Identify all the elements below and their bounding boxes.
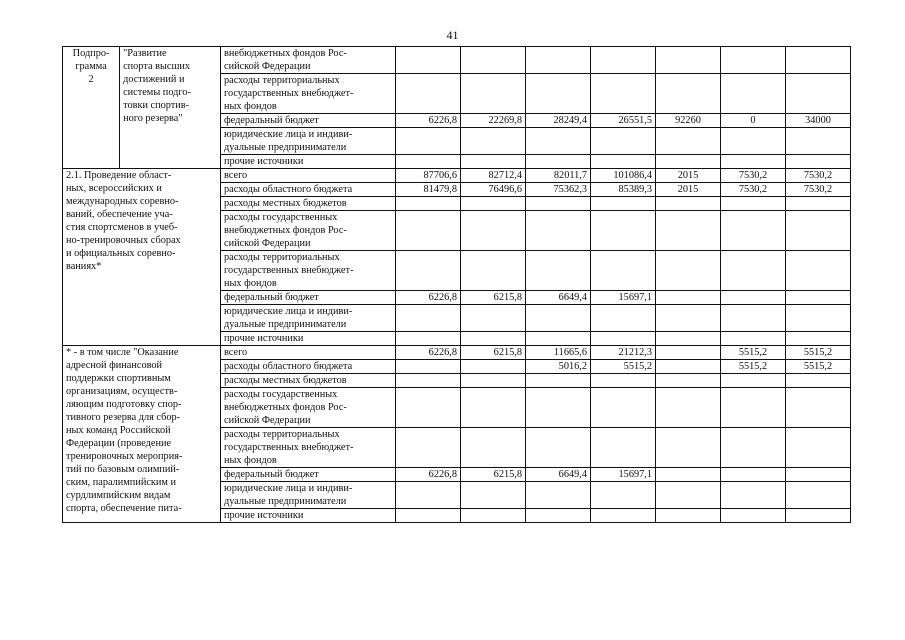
- value-cell: [591, 251, 656, 291]
- value-cell: [656, 482, 721, 509]
- table-row: [63, 169, 851, 183]
- value-cell: [656, 155, 721, 169]
- value-cell: [786, 128, 851, 155]
- value-cell: 7530,2: [721, 169, 786, 183]
- value-cell: [526, 305, 591, 332]
- value-cell: [786, 74, 851, 114]
- funding-source: прочие источники: [221, 155, 396, 169]
- value-cell: [591, 332, 656, 346]
- value-cell: 15697,1: [591, 291, 656, 305]
- value-cell: [461, 197, 526, 211]
- value-cell: [591, 305, 656, 332]
- value-cell: 6215,8: [461, 291, 526, 305]
- subprogram-title: "Развитие спорта высших достижений и системы подго- товки спортив- ного резерва": [120, 47, 221, 169]
- value-cell: [461, 155, 526, 169]
- value-cell: [461, 305, 526, 332]
- value-cell: [591, 374, 656, 388]
- table-row: [63, 47, 851, 74]
- value-cell: [721, 211, 786, 251]
- funding-source: прочие источники: [221, 509, 396, 523]
- funding-source: расходы государственных внебюджетных фондов Рос- сийской Федерации: [221, 211, 396, 251]
- value-cell: [721, 197, 786, 211]
- value-cell: [461, 428, 526, 468]
- measure-title: * - в том числе "Оказание адресной финансовой поддержки спортивным организациям, осуществ- ляющим подготовку спор- тивного резерва для сбор- ных команд Российской Федерации (проведение тренировочных мероприя- тий по базовым олимпий- ским, паралимпийским и сурдлимпийским видам спорта, обеспечение пита-: [63, 346, 221, 523]
- value-cell: [721, 291, 786, 305]
- value-cell: [591, 155, 656, 169]
- value-cell: 7530,2: [786, 169, 851, 183]
- funding-source: прочие источники: [221, 332, 396, 346]
- page-number: 41: [446, 28, 459, 42]
- value-cell: [396, 428, 461, 468]
- value-cell: 5515,2: [721, 346, 786, 360]
- subprogram-label: Подпро- грамма 2: [63, 47, 120, 169]
- value-cell: [396, 47, 461, 74]
- value-cell: [721, 482, 786, 509]
- value-cell: [396, 197, 461, 211]
- value-cell: 6226,8: [396, 114, 461, 128]
- value-cell: [526, 211, 591, 251]
- funding-source: всего: [221, 169, 396, 183]
- value-cell: [721, 509, 786, 523]
- value-cell: 6226,8: [396, 291, 461, 305]
- value-cell: 6226,8: [396, 346, 461, 360]
- value-cell: 0: [721, 114, 786, 128]
- value-cell: [656, 128, 721, 155]
- value-cell: [786, 388, 851, 428]
- value-cell: [591, 482, 656, 509]
- value-cell: 7530,2: [786, 183, 851, 197]
- value-cell: [591, 211, 656, 251]
- funding-source: расходы территориальных государственных внебюджет- ных фондов: [221, 251, 396, 291]
- value-cell: [656, 332, 721, 346]
- value-cell: 21212,3: [591, 346, 656, 360]
- value-cell: [786, 211, 851, 251]
- budget-table: [62, 46, 851, 523]
- table-row: [63, 346, 851, 360]
- value-cell: 5515,2: [591, 360, 656, 374]
- value-cell: 75362,3: [526, 183, 591, 197]
- value-cell: [721, 468, 786, 482]
- value-cell: [656, 346, 721, 360]
- value-cell: [396, 74, 461, 114]
- value-cell: [786, 197, 851, 211]
- value-cell: [786, 155, 851, 169]
- value-cell: [786, 47, 851, 74]
- value-cell: [526, 155, 591, 169]
- value-cell: 6649,4: [526, 291, 591, 305]
- value-cell: [461, 482, 526, 509]
- value-cell: [656, 360, 721, 374]
- value-cell: 6649,4: [526, 468, 591, 482]
- value-cell: [721, 155, 786, 169]
- value-cell: 6215,8: [461, 468, 526, 482]
- value-cell: [786, 291, 851, 305]
- value-cell: [396, 332, 461, 346]
- measure-title: 2.1. Проведение област- ных, всероссийских и международных соревно- ваний, обеспечение уча- стия спортсменов в учеб- но-тренировочных сборах и официальных соревно- ваниях*: [63, 169, 221, 346]
- value-cell: [656, 47, 721, 74]
- value-cell: [526, 47, 591, 74]
- funding-source: юридические лица и индиви- дуальные предприниматели: [221, 482, 396, 509]
- value-cell: [461, 332, 526, 346]
- value-cell: [786, 374, 851, 388]
- value-cell: [591, 74, 656, 114]
- value-cell: [721, 128, 786, 155]
- value-cell: [526, 388, 591, 428]
- value-cell: 76496,6: [461, 183, 526, 197]
- value-cell: [461, 211, 526, 251]
- value-cell: [786, 332, 851, 346]
- funding-source: юридические лица и индиви- дуальные предприниматели: [221, 128, 396, 155]
- value-cell: 87706,6: [396, 169, 461, 183]
- value-cell: [656, 374, 721, 388]
- value-cell: [396, 128, 461, 155]
- funding-source: расходы территориальных государственных внебюджет- ных фондов: [221, 428, 396, 468]
- value-cell: [721, 74, 786, 114]
- value-cell: [396, 509, 461, 523]
- value-cell: [656, 468, 721, 482]
- funding-source: федеральный бюджет: [221, 114, 396, 128]
- value-cell: [526, 251, 591, 291]
- value-cell: 5515,2: [786, 360, 851, 374]
- value-cell: [526, 482, 591, 509]
- value-cell: [396, 388, 461, 428]
- value-cell: [656, 428, 721, 468]
- value-cell: 81479,8: [396, 183, 461, 197]
- value-cell: [721, 305, 786, 332]
- value-cell: [396, 360, 461, 374]
- funding-source: федеральный бюджет: [221, 291, 396, 305]
- value-cell: [461, 388, 526, 428]
- funding-source: расходы областного бюджета: [221, 183, 396, 197]
- value-cell: 5016,2: [526, 360, 591, 374]
- funding-source: внебюджетных фондов Рос- сийской Федерации: [221, 47, 396, 74]
- value-cell: [461, 374, 526, 388]
- value-cell: 85389,3: [591, 183, 656, 197]
- value-cell: 7530,2: [721, 183, 786, 197]
- value-cell: [786, 482, 851, 509]
- value-cell: 2015: [656, 183, 721, 197]
- value-cell: 92260: [656, 114, 721, 128]
- value-cell: [461, 47, 526, 74]
- value-cell: [656, 509, 721, 523]
- value-cell: [526, 197, 591, 211]
- value-cell: [656, 291, 721, 305]
- value-cell: [721, 332, 786, 346]
- value-cell: [721, 47, 786, 74]
- value-cell: [591, 47, 656, 74]
- value-cell: [461, 74, 526, 114]
- value-cell: [786, 428, 851, 468]
- value-cell: [461, 128, 526, 155]
- value-cell: 6226,8: [396, 468, 461, 482]
- value-cell: [656, 211, 721, 251]
- value-cell: [526, 428, 591, 468]
- value-cell: [461, 509, 526, 523]
- value-cell: 82011,7: [526, 169, 591, 183]
- funding-source: расходы территориальных государственных внебюджет- ных фондов: [221, 74, 396, 114]
- value-cell: 5515,2: [721, 360, 786, 374]
- value-cell: [721, 428, 786, 468]
- value-cell: [526, 74, 591, 114]
- funding-source: расходы местных бюджетов: [221, 197, 396, 211]
- value-cell: 5515,2: [786, 346, 851, 360]
- value-cell: [396, 211, 461, 251]
- value-cell: [396, 482, 461, 509]
- value-cell: [591, 388, 656, 428]
- value-cell: 2015: [656, 169, 721, 183]
- value-cell: 6215,8: [461, 346, 526, 360]
- value-cell: [526, 128, 591, 155]
- value-cell: [396, 305, 461, 332]
- funding-source: юридические лица и индиви- дуальные предприниматели: [221, 305, 396, 332]
- value-cell: [461, 251, 526, 291]
- value-cell: [526, 332, 591, 346]
- value-cell: [591, 128, 656, 155]
- value-cell: 15697,1: [591, 468, 656, 482]
- funding-source: федеральный бюджет: [221, 468, 396, 482]
- value-cell: [786, 305, 851, 332]
- funding-source: расходы областного бюджета: [221, 360, 396, 374]
- value-cell: [721, 388, 786, 428]
- value-cell: [721, 374, 786, 388]
- value-cell: [526, 374, 591, 388]
- funding-source: расходы местных бюджетов: [221, 374, 396, 388]
- value-cell: 101086,4: [591, 169, 656, 183]
- value-cell: [396, 251, 461, 291]
- value-cell: [786, 251, 851, 291]
- value-cell: 28249,4: [526, 114, 591, 128]
- value-cell: [591, 509, 656, 523]
- value-cell: [591, 428, 656, 468]
- value-cell: [461, 360, 526, 374]
- value-cell: 11665,6: [526, 346, 591, 360]
- funding-source: всего: [221, 346, 396, 360]
- value-cell: [396, 374, 461, 388]
- value-cell: [591, 197, 656, 211]
- value-cell: [656, 74, 721, 114]
- value-cell: 82712,4: [461, 169, 526, 183]
- value-cell: [656, 388, 721, 428]
- value-cell: [526, 509, 591, 523]
- value-cell: [786, 509, 851, 523]
- value-cell: [721, 251, 786, 291]
- value-cell: [656, 305, 721, 332]
- value-cell: 26551,5: [591, 114, 656, 128]
- value-cell: 34000: [786, 114, 851, 128]
- value-cell: [656, 251, 721, 291]
- value-cell: [786, 468, 851, 482]
- value-cell: [396, 155, 461, 169]
- value-cell: [656, 197, 721, 211]
- funding-source: расходы государственных внебюджетных фондов Рос- сийской Федерации: [221, 388, 396, 428]
- value-cell: 22269,8: [461, 114, 526, 128]
